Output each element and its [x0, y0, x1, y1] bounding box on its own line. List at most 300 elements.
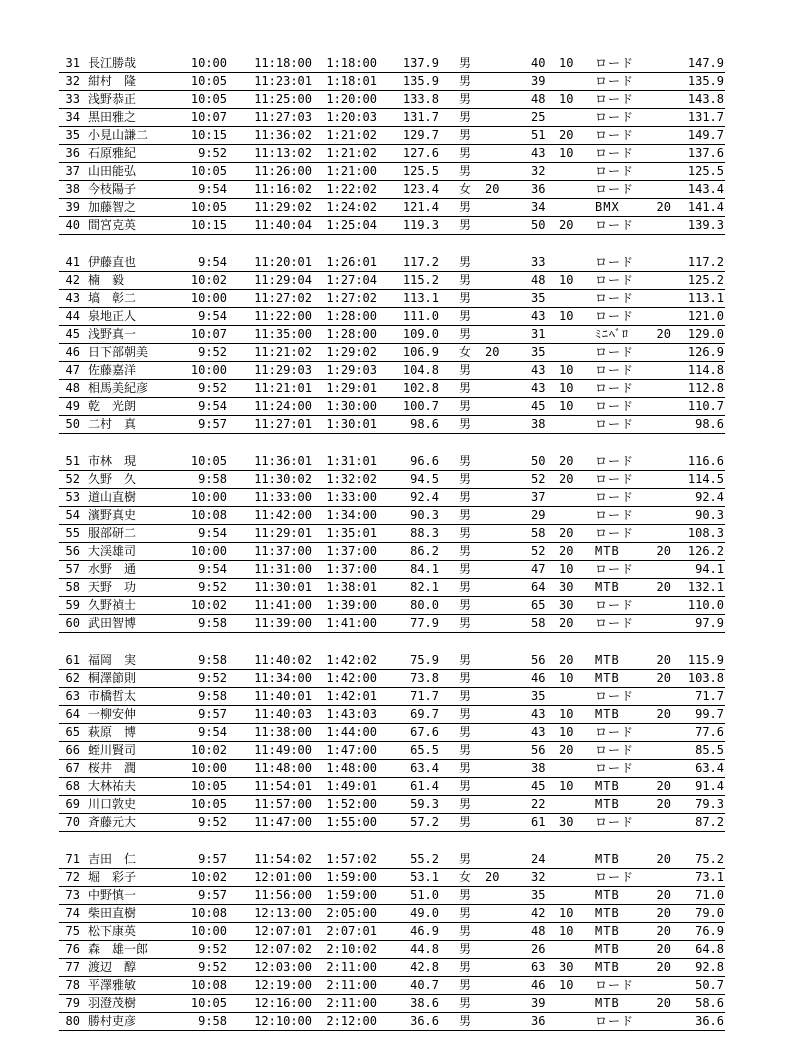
start-time-cell: 9:52: [198, 960, 227, 974]
finish-time-cell: 11:42:00: [254, 508, 312, 522]
rank-cell: 78: [65, 978, 80, 992]
score-cell: 46.9: [410, 924, 439, 938]
start-time-cell: 9:57: [198, 707, 227, 721]
age-bonus-cell: 10: [559, 562, 574, 576]
name-cell: 中野慎一: [88, 888, 137, 902]
rank-cell: 66: [65, 743, 80, 757]
bike-type-cell: ロード: [595, 616, 635, 630]
name-cell: 黒田雅之: [88, 110, 137, 124]
total-score-cell: 121.0: [687, 309, 724, 323]
elapsed-time-cell: 1:21:02: [326, 146, 377, 160]
elapsed-time-cell: 1:43:03: [326, 707, 377, 721]
score-cell: 82.1: [410, 580, 439, 594]
total-score-cell: 114.8: [687, 363, 724, 377]
finish-time-cell: 11:29:04: [254, 273, 312, 287]
bike-type-cell: ロード: [595, 218, 635, 232]
table-row: [59, 959, 725, 977]
start-time-cell: 9:52: [198, 815, 227, 829]
table-row: [59, 217, 725, 235]
finish-time-cell: 11:29:02: [254, 200, 312, 214]
name-cell: 福岡 実: [88, 653, 137, 667]
total-score-cell: 98.6: [695, 417, 724, 431]
score-cell: 121.4: [402, 200, 439, 214]
bike-bonus-cell: 20: [656, 888, 671, 902]
total-score-cell: 77.6: [695, 725, 724, 739]
bike-bonus-cell: 20: [656, 924, 671, 938]
sex-cell: 男: [459, 381, 472, 395]
start-time-cell: 10:08: [190, 978, 227, 992]
finish-time-cell: 11:27:03: [254, 110, 312, 124]
score-cell: 40.7: [410, 978, 439, 992]
bike-type-cell: MTB: [595, 653, 620, 667]
start-time-cell: 9:54: [198, 309, 227, 323]
finish-time-cell: 11:30:01: [254, 580, 312, 594]
bike-type-cell: MTB: [595, 942, 620, 956]
age-bonus-cell: 20: [559, 653, 574, 667]
elapsed-time-cell: 1:41:00: [326, 616, 377, 630]
finish-time-cell: 11:35:00: [254, 327, 312, 341]
total-score-cell: 112.8: [687, 381, 724, 395]
bike-type-cell: ロード: [595, 562, 635, 576]
start-time-cell: 9:54: [198, 725, 227, 739]
name-cell: 紺村 隆: [88, 74, 137, 88]
elapsed-time-cell: 1:21:02: [326, 128, 377, 142]
name-cell: 小見山謙二: [88, 128, 149, 142]
total-score-cell: 85.5: [695, 743, 724, 757]
table-row: [59, 561, 725, 579]
score-cell: 38.6: [410, 996, 439, 1010]
name-cell: 山田能弘: [88, 164, 137, 178]
elapsed-time-cell: 2:11:00: [326, 996, 377, 1010]
name-cell: 勝村吏彦: [88, 1014, 137, 1028]
name-cell: 浅野恭正: [88, 92, 137, 106]
elapsed-time-cell: 2:12:00: [326, 1014, 377, 1028]
elapsed-time-cell: 1:42:00: [326, 671, 377, 685]
score-cell: 75.9: [410, 653, 439, 667]
bike-type-cell: MTB: [595, 888, 620, 902]
sex-cell: 男: [459, 924, 472, 938]
name-cell: 石原雅紀: [88, 146, 137, 160]
sex-cell: 男: [459, 74, 472, 88]
table-row: [59, 344, 725, 362]
table-row: [59, 597, 725, 615]
rank-cell: 74: [65, 906, 80, 920]
score-cell: 135.9: [402, 74, 439, 88]
rank-cell: 68: [65, 779, 80, 793]
name-cell: 川口敦史: [88, 797, 137, 811]
bike-type-cell: ロード: [595, 815, 635, 829]
finish-time-cell: 11:49:00: [254, 743, 312, 757]
bike-bonus-cell: 20: [656, 942, 671, 956]
table-row: [59, 525, 725, 543]
elapsed-time-cell: 1:42:01: [326, 689, 377, 703]
bike-bonus-cell: 20: [656, 200, 671, 214]
sex-cell: 男: [459, 906, 472, 920]
table-row: [59, 652, 725, 670]
sex-cell: 男: [459, 707, 472, 721]
elapsed-time-cell: 1:25:04: [326, 218, 377, 232]
total-score-cell: 143.4: [687, 182, 724, 196]
age-cell: 34: [531, 200, 546, 214]
elapsed-time-cell: 1:27:04: [326, 273, 377, 287]
name-cell: 佐藤嘉洋: [88, 363, 137, 377]
start-time-cell: 10:05: [190, 996, 227, 1010]
table-row: [59, 941, 725, 959]
age-cell: 40: [531, 56, 546, 70]
total-score-cell: 92.4: [695, 490, 724, 504]
bike-type-cell: ロード: [595, 725, 635, 739]
sex-bonus-cell: 20: [485, 345, 500, 359]
sex-cell: 男: [459, 146, 472, 160]
elapsed-time-cell: 1:59:00: [326, 888, 377, 902]
table-row: [59, 670, 725, 688]
sex-cell: 男: [459, 598, 472, 612]
table-row: [59, 290, 725, 308]
age-cell: 64: [531, 580, 546, 594]
total-score-cell: 139.3: [687, 218, 724, 232]
rank-cell: 42: [65, 273, 80, 287]
age-cell: 58: [531, 526, 546, 540]
age-cell: 56: [531, 653, 546, 667]
age-bonus-cell: 10: [559, 906, 574, 920]
bike-type-cell: ﾐﾆﾍﾞﾛ: [595, 327, 630, 341]
age-cell: 52: [531, 472, 546, 486]
bike-type-cell: ロード: [595, 490, 635, 504]
rank-cell: 32: [65, 74, 80, 88]
score-cell: 106.9: [402, 345, 439, 359]
bike-type-cell: ロード: [595, 870, 635, 884]
bike-type-cell: ロード: [595, 363, 635, 377]
elapsed-time-cell: 1:48:00: [326, 761, 377, 775]
total-score-cell: 129.0: [687, 327, 724, 341]
age-cell: 38: [531, 417, 546, 431]
bike-type-cell: ロード: [595, 761, 635, 775]
score-cell: 73.8: [410, 671, 439, 685]
score-cell: 84.1: [410, 562, 439, 576]
sex-cell: 女: [459, 182, 472, 196]
age-bonus-cell: 10: [559, 978, 574, 992]
name-cell: 泉地正人: [88, 309, 137, 323]
elapsed-time-cell: 1:59:00: [326, 870, 377, 884]
rank-cell: 75: [65, 924, 80, 938]
name-cell: 伊藤直也: [88, 255, 137, 269]
bike-bonus-cell: 20: [656, 906, 671, 920]
elapsed-time-cell: 1:37:00: [326, 544, 377, 558]
table-row: [59, 362, 725, 380]
score-cell: 80.0: [410, 598, 439, 612]
total-score-cell: 132.1: [687, 580, 724, 594]
score-cell: 49.0: [410, 906, 439, 920]
age-cell: 25: [531, 110, 546, 124]
start-time-cell: 10:05: [190, 779, 227, 793]
score-cell: 44.8: [410, 942, 439, 956]
name-cell: 久野 久: [88, 472, 137, 486]
sex-cell: 男: [459, 671, 472, 685]
name-cell: 松下康英: [88, 924, 137, 938]
age-bonus-cell: 30: [559, 598, 574, 612]
name-cell: 楠 毅: [88, 273, 125, 287]
total-score-cell: 58.6: [695, 996, 724, 1010]
table-row: [59, 453, 725, 471]
finish-time-cell: 11:40:04: [254, 218, 312, 232]
age-bonus-cell: 10: [559, 725, 574, 739]
sex-bonus-cell: 20: [485, 870, 500, 884]
finish-time-cell: 11:30:02: [254, 472, 312, 486]
start-time-cell: 9:57: [198, 417, 227, 431]
bike-type-cell: BMX: [595, 200, 620, 214]
total-score-cell: 143.8: [687, 92, 724, 106]
age-cell: 22: [531, 797, 546, 811]
table-row: [59, 851, 725, 869]
rank-cell: 41: [65, 255, 80, 269]
bike-type-cell: MTB: [595, 852, 620, 866]
rank-cell: 43: [65, 291, 80, 305]
table-row: [59, 724, 725, 742]
elapsed-time-cell: 1:34:00: [326, 508, 377, 522]
table-row: [59, 977, 725, 995]
finish-time-cell: 12:07:01: [254, 924, 312, 938]
table-row: [59, 760, 725, 778]
elapsed-time-cell: 1:27:02: [326, 291, 377, 305]
table-row: [59, 543, 725, 561]
start-time-cell: 10:02: [190, 598, 227, 612]
elapsed-time-cell: 1:39:00: [326, 598, 377, 612]
age-bonus-cell: 30: [559, 580, 574, 594]
age-cell: 24: [531, 852, 546, 866]
age-bonus-cell: 10: [559, 309, 574, 323]
name-cell: 森 雄一郎: [88, 942, 149, 956]
name-cell: 市橋哲太: [88, 689, 137, 703]
total-score-cell: 115.9: [687, 653, 724, 667]
finish-time-cell: 12:19:00: [254, 978, 312, 992]
finish-time-cell: 11:26:00: [254, 164, 312, 178]
rank-cell: 77: [65, 960, 80, 974]
age-cell: 35: [531, 291, 546, 305]
rank-cell: 40: [65, 218, 80, 232]
name-cell: 今枝陽子: [88, 182, 137, 196]
rank-cell: 72: [65, 870, 80, 884]
finish-time-cell: 11:16:02: [254, 182, 312, 196]
rank-cell: 54: [65, 508, 80, 522]
sex-cell: 男: [459, 363, 472, 377]
total-score-cell: 110.0: [687, 598, 724, 612]
start-time-cell: 9:57: [198, 888, 227, 902]
age-cell: 42: [531, 906, 546, 920]
sex-cell: 男: [459, 472, 472, 486]
elapsed-time-cell: 1:42:02: [326, 653, 377, 667]
rank-cell: 52: [65, 472, 80, 486]
elapsed-time-cell: 1:18:00: [326, 56, 377, 70]
sex-bonus-cell: 20: [485, 182, 500, 196]
age-bonus-cell: 20: [559, 616, 574, 630]
start-time-cell: 10:05: [190, 164, 227, 178]
bike-type-cell: ロード: [595, 598, 635, 612]
table-row: [59, 995, 725, 1013]
age-cell: 43: [531, 725, 546, 739]
sex-cell: 男: [459, 200, 472, 214]
name-cell: 一柳安伸: [88, 707, 137, 721]
rank-cell: 36: [65, 146, 80, 160]
start-time-cell: 9:52: [198, 580, 227, 594]
bike-type-cell: MTB: [595, 996, 620, 1010]
sex-cell: 男: [459, 743, 472, 757]
age-bonus-cell: 20: [559, 128, 574, 142]
name-cell: 柴田直樹: [88, 906, 137, 920]
age-cell: 43: [531, 146, 546, 160]
score-cell: 90.3: [410, 508, 439, 522]
finish-time-cell: 11:22:00: [254, 309, 312, 323]
elapsed-time-cell: 2:07:01: [326, 924, 377, 938]
finish-time-cell: 12:10:00: [254, 1014, 312, 1028]
table-row: [59, 254, 725, 272]
sex-cell: 男: [459, 164, 472, 178]
total-score-cell: 50.7: [695, 978, 724, 992]
table-row: [59, 109, 725, 127]
start-time-cell: 9:57: [198, 852, 227, 866]
score-cell: 125.5: [402, 164, 439, 178]
start-time-cell: 9:54: [198, 562, 227, 576]
bike-type-cell: ロード: [595, 309, 635, 323]
name-cell: 水野 通: [88, 562, 137, 576]
score-cell: 100.7: [402, 399, 439, 413]
name-cell: 日下部朝美: [88, 345, 149, 359]
age-cell: 50: [531, 218, 546, 232]
total-score-cell: 131.7: [687, 110, 724, 124]
rank-cell: 60: [65, 616, 80, 630]
name-cell: 渡辺 醇: [88, 960, 137, 974]
elapsed-time-cell: 1:52:00: [326, 797, 377, 811]
table-row: [59, 742, 725, 760]
total-score-cell: 116.6: [687, 454, 724, 468]
table-row: [59, 471, 725, 489]
bike-type-cell: ロード: [595, 110, 635, 124]
rank-cell: 76: [65, 942, 80, 956]
score-cell: 127.6: [402, 146, 439, 160]
table-row: [59, 380, 725, 398]
table-row: [59, 905, 725, 923]
start-time-cell: 10:08: [190, 906, 227, 920]
age-bonus-cell: 10: [559, 924, 574, 938]
sex-cell: 男: [459, 616, 472, 630]
start-time-cell: 9:58: [198, 472, 227, 486]
sex-cell: 男: [459, 454, 472, 468]
finish-time-cell: 11:37:00: [254, 544, 312, 558]
total-score-cell: 114.5: [687, 472, 724, 486]
finish-time-cell: 11:41:00: [254, 598, 312, 612]
start-time-cell: 9:52: [198, 146, 227, 160]
start-time-cell: 9:54: [198, 526, 227, 540]
score-cell: 65.5: [410, 743, 439, 757]
bike-type-cell: ロード: [595, 345, 635, 359]
sex-cell: 男: [459, 942, 472, 956]
age-bonus-cell: 20: [559, 454, 574, 468]
name-cell: 斉藤元大: [88, 815, 137, 829]
table-row: [59, 706, 725, 724]
age-cell: 52: [531, 544, 546, 558]
rank-cell: 58: [65, 580, 80, 594]
sex-cell: 男: [459, 327, 472, 341]
table-row: [59, 181, 725, 199]
elapsed-time-cell: 2:11:00: [326, 960, 377, 974]
total-score-cell: 126.2: [687, 544, 724, 558]
table-row: [59, 127, 725, 145]
score-cell: 36.6: [410, 1014, 439, 1028]
name-cell: 吉田 仁: [88, 852, 137, 866]
bike-type-cell: MTB: [595, 906, 620, 920]
sex-cell: 男: [459, 852, 472, 866]
finish-time-cell: 12:13:00: [254, 906, 312, 920]
elapsed-time-cell: 1:21:00: [326, 164, 377, 178]
start-time-cell: 9:52: [198, 671, 227, 685]
age-cell: 31: [531, 327, 546, 341]
start-time-cell: 10:07: [190, 110, 227, 124]
age-cell: 33: [531, 255, 546, 269]
result-group: [59, 652, 725, 832]
total-score-cell: 110.7: [687, 399, 724, 413]
start-time-cell: 9:54: [198, 182, 227, 196]
sex-cell: 男: [459, 544, 472, 558]
bike-type-cell: ロード: [595, 417, 635, 431]
bike-type-cell: ロード: [595, 146, 635, 160]
total-score-cell: 103.8: [687, 671, 724, 685]
sex-cell: 男: [459, 110, 472, 124]
score-cell: 129.7: [402, 128, 439, 142]
table-row: [59, 778, 725, 796]
age-cell: 35: [531, 888, 546, 902]
name-cell: 蛭川賢司: [88, 743, 137, 757]
sex-cell: 男: [459, 128, 472, 142]
age-cell: 32: [531, 870, 546, 884]
bike-bonus-cell: 20: [656, 797, 671, 811]
finish-time-cell: 11:21:01: [254, 381, 312, 395]
elapsed-time-cell: 1:26:01: [326, 255, 377, 269]
total-score-cell: 113.1: [687, 291, 724, 305]
elapsed-time-cell: 1:30:01: [326, 417, 377, 431]
total-score-cell: 63.4: [695, 761, 724, 775]
total-score-cell: 94.1: [695, 562, 724, 576]
finish-time-cell: 11:29:03: [254, 363, 312, 377]
bike-type-cell: MTB: [595, 707, 620, 721]
bike-type-cell: ロード: [595, 182, 635, 196]
start-time-cell: 10:08: [190, 508, 227, 522]
finish-time-cell: 11:54:02: [254, 852, 312, 866]
rank-cell: 55: [65, 526, 80, 540]
result-group: [59, 453, 725, 633]
sex-cell: 男: [459, 815, 472, 829]
score-cell: 123.4: [402, 182, 439, 196]
bike-type-cell: ロード: [595, 743, 635, 757]
age-bonus-cell: 10: [559, 707, 574, 721]
elapsed-time-cell: 1:38:01: [326, 580, 377, 594]
sex-cell: 女: [459, 345, 472, 359]
score-cell: 104.8: [402, 363, 439, 377]
finish-time-cell: 11:33:00: [254, 490, 312, 504]
results-table: [59, 55, 725, 1050]
elapsed-time-cell: 1:29:03: [326, 363, 377, 377]
table-row: [59, 489, 725, 507]
start-time-cell: 10:00: [190, 924, 227, 938]
finish-time-cell: 11:27:02: [254, 291, 312, 305]
table-row: [59, 163, 725, 181]
finish-time-cell: 11:31:00: [254, 562, 312, 576]
rank-cell: 46: [65, 345, 80, 359]
score-cell: 98.6: [410, 417, 439, 431]
bike-type-cell: MTB: [595, 797, 620, 811]
finish-time-cell: 12:16:00: [254, 996, 312, 1010]
age-bonus-cell: 10: [559, 399, 574, 413]
start-time-cell: 10:05: [190, 74, 227, 88]
rank-cell: 56: [65, 544, 80, 558]
